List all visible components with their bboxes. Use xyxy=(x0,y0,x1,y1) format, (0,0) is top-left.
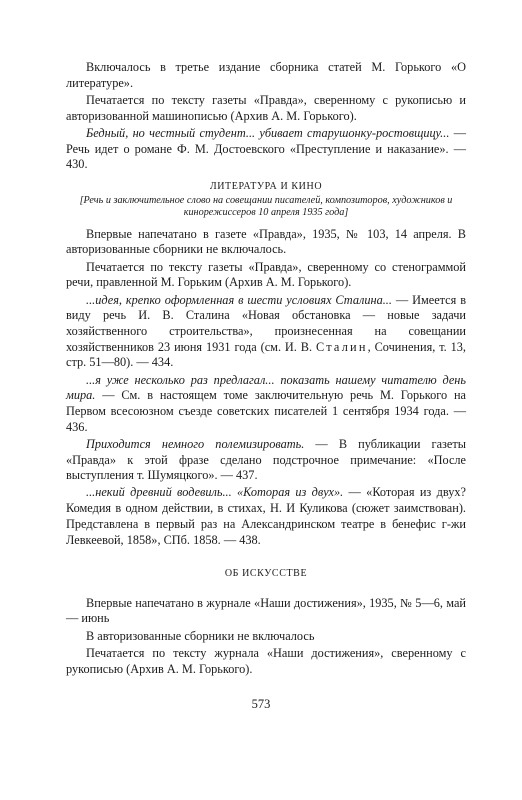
paragraph: Печатается по тексту журнала «Наши достижения», сверенному с рукописью (Архив А. М. Горького). xyxy=(66,645,466,676)
paragraph: Впервые напечатано в газете «Правда», 1935, № 103, 14 апреля. В авторизованные сборники не включалось. xyxy=(66,226,466,257)
paragraph: Впервые напечатано в журнале «Наши достижения», 1935, № 5—6, май — июнь xyxy=(66,595,466,626)
note-text: — «Которая из двух? Комедия в одном действии, в стихах, Н. И Куликова (сюжет заимствован). Представлена в первый раз на Александринском театре в бенефис г-жи Левкеевой, 1858», СПб. 1858. — 438. xyxy=(66,485,467,547)
notes-block-top xyxy=(66,60,466,174)
note-paragraph xyxy=(66,293,466,372)
note-text: — Речь идет о романе Ф. М. Достоевского «Преступление и наказание». — 430. xyxy=(66,125,467,172)
section-subtitle: [Речь и заключительное слово на совещании писателей, композиторов, художников и кинорежиссеров 10 апреля 1935 года] xyxy=(79,194,453,218)
note-text: , Сочинения, т. 13, стр. 51—80). — 434. xyxy=(66,339,466,370)
paragraph: В авторизованные сборники не включалось xyxy=(86,628,315,643)
paragraph: Печатается по тексту газеты «Правда», сверенному с рукописью и авторизованной машинописью (Архив А. М. Горького). xyxy=(66,92,466,123)
note-text: — В публикации газеты «Правда» к этой фразе сделано подстрочное примечание: «После выступления т. Шумяцкого». — 437. xyxy=(66,436,466,483)
note-paragraph xyxy=(66,485,466,548)
paragraph: Включалось в третье издание сборника статей М. Горького «О литературе». xyxy=(66,60,466,90)
section-title: ЛИТЕРАТУРА И КИНО xyxy=(209,181,323,192)
note-paragraph xyxy=(66,373,466,436)
quoted-phrase: Приходится немного полемизировать. xyxy=(86,436,305,451)
quoted-phrase: ...идея, крепко оформленная в шести условиях Сталина... xyxy=(86,292,392,307)
quoted-phrase: Бедный, но честный студент... убивает старушонку-ростовщицу... xyxy=(86,125,450,140)
paragraph: Печатается по тексту газеты «Правда», сверенному со стенограммой речи, правленной М. Горьким (Архив А. М. Горького). xyxy=(66,259,466,290)
quoted-phrase: ...я уже несколько раз предлагал... показать нашему читателю день мира. xyxy=(66,372,466,403)
quoted-phrase: ...некий древний водевиль... «Которая из двух». xyxy=(86,485,344,500)
note-paragraph xyxy=(66,126,466,173)
spaced-name: Сталин xyxy=(315,339,368,354)
note-text: — См. в настоящем томе заключительную речь М. Горького на Первом всесоюзном съезде советских писателей 1 сентября 1934 года. — 436. xyxy=(66,388,466,434)
page-number: 573 xyxy=(251,697,271,711)
section-title: ОБ ИСКУССТВЕ xyxy=(224,568,308,579)
section-on-art xyxy=(66,566,466,679)
section-literature-and-cinema xyxy=(66,179,466,550)
note-text: — Имеется в виду речь И. В. Сталина «Новая обстановка — новые задачи хозяйственного строительства», произнесенная на совещании хозяйственников 23 июня 1931 года (см. И. В. xyxy=(66,292,466,354)
note-paragraph xyxy=(66,437,466,484)
